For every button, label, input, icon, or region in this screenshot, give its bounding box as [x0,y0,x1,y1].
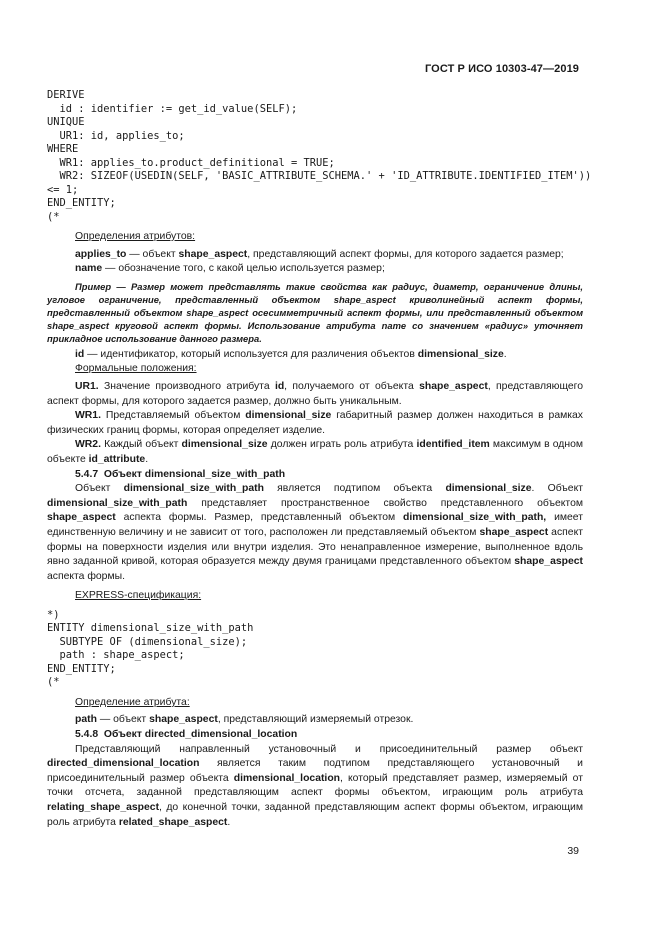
rule-wr1: WR1. Представляемый объектом dimensional_size габаритный размер должен находиться в рамках физических границ формы, которая определяет изделие. [47,410,583,436]
attribute-definitions-heading: Определения атрибутов: [75,231,196,242]
code1-line: UR1: id, applies_to; [47,129,185,142]
rule-wr2: WR2. Каждый объект dimensional_size должен играть роль атрибута identified_item максимум в одном объекте id_attribute. [47,439,584,465]
code1-line: UNIQUE [47,116,85,128]
code1-line: END_ENTITY; [47,197,116,209]
code1-line: <= 1; [47,183,79,196]
code2-line: ENTITY dimensional_size_with_path [47,622,254,635]
express-code-block-1 [47,89,592,224]
example-note: Пример — Размер может представлять такие свойства как радиус, диаметр, ограничение длины, угловое ограничение, представленный объектом shape_aspect криволинейный аспект формы, представленный объектом shape_aspect осесимметричный аспект формы, или представленный объектом shape_aspect круговой аспект формы. Использование атрибута name со значением «радиус» уточняет прикладное использование данного размера. [47,280,583,344]
code1-line: WR2: SIZEOF(USEDIN(SELF, 'BASIC_ATTRIBUTE_SCHEMA.' + 'ID_ATTRIBUTE.IDENTIFIED_ITEM')) [47,170,592,182]
code2-line: *) [47,608,60,621]
applies-to-definition: applies_to — объект shape_aspect, представляющий аспект формы, для которого задается размер; [75,248,564,260]
code1-line: WHERE [47,143,79,155]
formal-propositions-heading: Формальные положения: [75,363,197,375]
express-code-block-2 [47,609,583,690]
code2-line: path : shape_aspect; [47,649,185,662]
path-definition: path — объект shape_aspect, представляющий измеряемый отрезок. [75,714,414,726]
code2-line: (* [47,676,60,689]
section-5-4-8-body: Представляющий направленный установочный и присоединительный размер объект directed_dimensional_location является таким подтипом представляющего установочный и присоединительный размер объекта dimensional_location, который представляет размер, измеряемый от точки отсчета, заданной представляющим аспект формы объектом, играющим роль атрибута relating_shape_aspect, до конечной точки, заданной представляющим аспект формы объектом, играющим роль атрибута related_shape_aspect. [47,743,583,828]
standard-header: ГОСТ Р ИСО 10303-47—2019 [424,63,579,75]
name-definition: name — обозначение того, с какой целью используется размер; [75,263,385,275]
section-5-4-8-title: 5.4.8 Объект directed_dimensional_location [75,729,298,741]
express-specification-heading: EXPRESS-спецификация: [75,590,202,602]
section-5-4-7-title: 5.4.7 Объект dimensional_size_with_path [75,468,286,480]
code1-line: (* [47,210,60,223]
attribute-definition-heading: Определение атрибута: [75,696,190,708]
code1-line: WR1: applies_to.product_definitional = TRUE; [47,156,335,169]
code1-line: DERIVE [47,89,85,101]
rule-ur1: UR1. Значение производного атрибута id, получаемого от объекта shape_aspect, представляющего аспект формы, для которого задается размер, должно быть уникальным. [47,380,583,407]
code1-line: id : identifier := get_id_value(SELF); [47,102,298,115]
section-5-4-7-body: Объект dimensional_size_with_path является подтипом объекта dimensional_size. Объект dimensional_size_with_path представляет пространственное свойство представленного объектом shape_aspect аспекта формы. Размер, представленный объектом dimensional_size_with_path, имеет единственную величину и не зависит от того, расположен ли представляемый объектом shape_aspect аспект формы на поверхности изделия или внутри изделия. Это ненаправленное измерение, выполненное вдоль явно заданной кривой, которая образуется между двумя границами представленного объектом shape_aspect аспекта формы. [47,483,583,582]
page-content [47,89,592,830]
id-definition: id — идентификатор, который используется для различения объектов dimensional_size. [75,348,507,360]
code2-line: SUBTYPE OF (dimensional_size); [47,635,248,648]
code2-line: END_ENTITY; [47,662,116,675]
page-number: 39 [567,845,579,857]
